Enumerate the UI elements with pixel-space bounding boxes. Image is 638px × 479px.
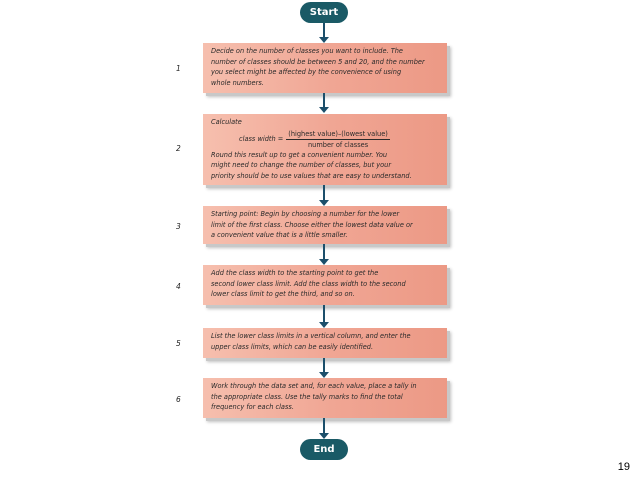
connector-arrow	[323, 93, 325, 108]
connector-arrow	[323, 358, 325, 373]
connector-arrow	[323, 418, 325, 434]
step-box-3	[203, 206, 447, 244]
step-line: a convenient value that is a little smaller.	[211, 231, 348, 240]
connector-arrow	[323, 23, 325, 38]
start-terminal	[300, 2, 348, 23]
step-line: second lower class limit. Add the class width to the second	[211, 279, 406, 288]
step-box-2	[203, 114, 447, 185]
end-label: End	[313, 444, 335, 455]
step-line: Add the class width to the starting point to get the	[211, 269, 379, 277]
class-width-formula	[239, 129, 441, 150]
step-line: List the lower class limits in a vertical column, and enter the	[211, 332, 411, 340]
start-label: Start	[309, 7, 339, 18]
connector-arrow	[323, 244, 325, 260]
connector-arrow	[323, 305, 325, 323]
arrow-head	[319, 107, 329, 113]
connector-arrow	[323, 185, 325, 201]
step-box-1	[203, 43, 447, 93]
page-number: 19	[617, 461, 630, 473]
step-box-4	[203, 265, 447, 305]
step-line: number of classes should be between 5 and 20, and the number	[211, 57, 425, 66]
step-line: might need to change the number of classes, but your	[211, 161, 392, 170]
step-number-5: 5	[176, 339, 181, 348]
step-line: Decide on the number of classes you want to include. The	[211, 47, 403, 55]
step-number-4: 4	[176, 282, 181, 291]
formula-fraction	[286, 129, 390, 150]
step-number-3: 3	[176, 222, 181, 231]
step-line: Round this result up to get a convenient number. You	[211, 150, 388, 159]
step-number-2: 2	[176, 144, 181, 153]
step-line: priority should be to use values that are easy to understand.	[211, 171, 412, 180]
formula-label: class width =	[239, 134, 284, 143]
end-terminal	[300, 439, 348, 460]
step-number-6: 6	[176, 395, 181, 404]
step-intro: Calculate	[211, 118, 242, 126]
step-line: limit of the first class. Choose either the lowest data value or	[211, 220, 413, 229]
step-line: Work through the data set and, for each value, place a tally in	[211, 382, 417, 390]
step-line: upper class limits, which can be easily identified.	[211, 342, 374, 351]
step-line: whole numbers.	[211, 78, 264, 87]
step-number-1: 1	[176, 64, 181, 73]
formula-numerator: (highest value)–(lowest value)	[288, 129, 388, 138]
step-line: lower class limit to get the third, and so on.	[211, 290, 355, 299]
step-line: frequency for each class.	[211, 403, 294, 412]
step-box-5	[203, 328, 447, 358]
formula-denominator: number of classes	[307, 140, 369, 149]
step-line: Starting point: Begin by choosing a number for the lower	[211, 210, 400, 218]
step-box-6	[203, 378, 447, 418]
step-line: the appropriate class. Use the tally marks to find the total	[211, 392, 403, 401]
step-line: you select might be affected by the convenience of using	[211, 68, 402, 77]
